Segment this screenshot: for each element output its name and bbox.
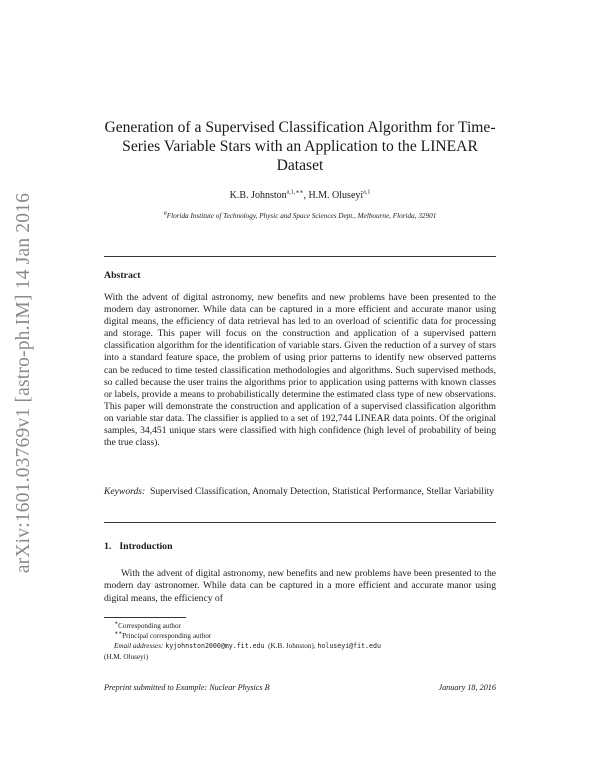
author-separator: , <box>303 190 309 201</box>
section-heading <box>104 541 173 552</box>
footer-date: January 18, 2016 <box>438 683 496 692</box>
section-number: 1. <box>104 541 112 552</box>
footnote-corresponding <box>104 621 496 631</box>
author-affiliation <box>115 212 485 222</box>
author-affiliation-marks: a,1,∗∗ <box>286 189 304 196</box>
footnotes <box>104 621 496 662</box>
footnote-mark: ∗∗ <box>114 630 123 637</box>
introduction-paragraph: With the advent of digital astronomy, new benefits and new problems have been presented to the modern day astronomer. While data can be captured in a more efficient and accurate manor using digital means, the efficiency of <box>104 568 496 604</box>
page-footer <box>104 683 496 692</box>
author-affiliation-marks: a,1 <box>363 189 371 196</box>
footnote-mark: ∗ <box>114 620 119 627</box>
arxiv-identifier: arXiv:1601.03769v1 [astro-ph.IM] 14 Jan 2016 <box>13 192 34 574</box>
keywords-line <box>104 486 496 498</box>
preprint-note: Preprint submitted to Example: Nuclear Physics B <box>104 683 270 692</box>
affiliation-text: Florida Institute of Technology, Physic and Space Sciences Dept., Melbourne, Florida, 32901 <box>166 212 437 220</box>
abstract-top-rule <box>104 256 496 257</box>
arxiv-identifier-stamp <box>12 178 36 588</box>
footnote-principal <box>104 631 496 641</box>
abstract-text: With the advent of digital astronomy, new benefits and new problems have been presented to the modern day astronomer. While data can be captured in a more efficient and accurate manor using digital means, the efficiency of data retrieval has led to an overload of scientific data for processing and storage. This paper will focus on the construction and application of a supervised pattern classification algorithm for the identification of variable stars. Given the reduction of a survey of stars into a standard feature space, the problem of using prior patterns to identify new observed patterns can be reduced to time tested classification methodologies and algorithms. Such supervised methods, so called because the user trains the algorithms prior to application using patterns with known classes or labels, provide a means to probabilistically determine the estimated class type of new observations. This paper will demonstrate the construction and application of a supervised classification algorithm on variable star data. The classifier is applied to a set of 192,744 LINEAR data points. Of the original samples, 34,451 unique stars were classified with high confidence (high level of probability of being the true class). <box>104 292 496 449</box>
footnote-rule <box>104 617 186 618</box>
paper-title: Generation of a Supervised Classification Algorithm for Time-Series Variable Stars with an Application to the LINEAR Dataset <box>104 119 496 174</box>
email-link[interactable]: kyjohnston2000@my.fit.edu <box>165 642 265 651</box>
section-title: Introduction <box>119 541 173 552</box>
email-owner: (K.B. Johnston), <box>268 642 316 651</box>
email-label: Email addresses: <box>114 642 164 651</box>
email-owner: (H.M. Oluseyi) <box>104 652 149 661</box>
footnote-text: Principal corresponding author <box>122 632 212 641</box>
abstract-bottom-rule <box>104 522 496 523</box>
keywords-text: Supervised Classification, Anomaly Detection, Statistical Performance, Stellar Variability <box>150 486 495 497</box>
affiliation-mark: a <box>163 210 167 217</box>
author-name: H.M. Oluseyi <box>308 190 364 201</box>
footnote-emails <box>104 641 496 651</box>
footnote-text: Corresponding author <box>118 622 181 630</box>
author-name: K.B. Johnston <box>229 190 287 201</box>
footnote-email-owner-line <box>104 652 496 662</box>
author-list <box>100 190 500 201</box>
keywords-label: Keywords: <box>104 486 146 497</box>
email-link[interactable]: holuseyi@fit.edu <box>317 642 381 651</box>
abstract-heading: Abstract <box>104 270 141 281</box>
